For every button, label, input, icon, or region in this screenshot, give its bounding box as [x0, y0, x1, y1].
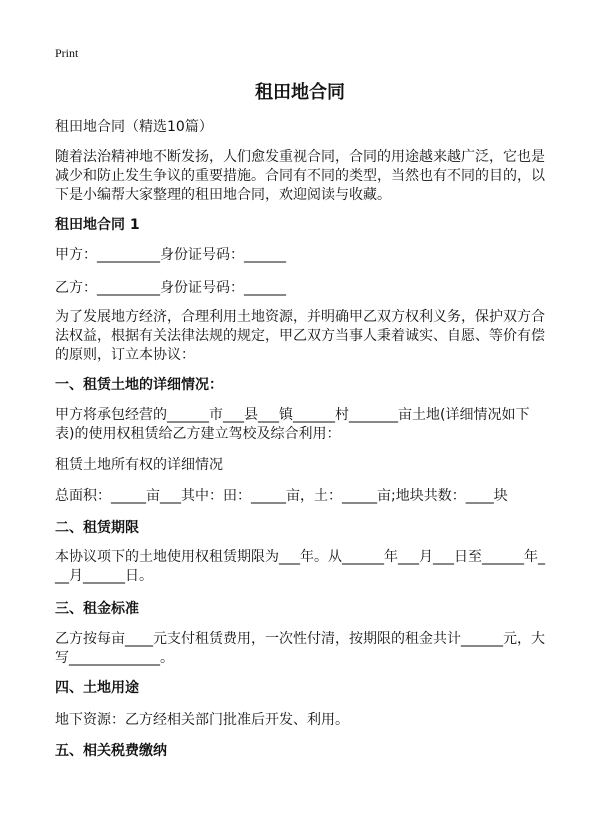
section-paragraph: 租赁土地所有权的详细情况: [55, 457, 223, 473]
section-heading: 五、相关税费缴纳: [55, 743, 167, 759]
print-link[interactable]: Print: [55, 46, 79, 60]
intro-paragraph: 随着法治精神地不断发扬，人们愈发重视合同，合同的用途越来越广泛，它也是减少和防止发生争议的重要措施。合同有不同的类型，当然也有不同的目的，以下是小编帮大家整理的租田地合同，欢迎阅读与收藏。: [55, 149, 545, 203]
subtitle: 租田地合同（精选10篇）: [55, 119, 213, 135]
preamble-paragraph: 为了发展地方经济，合理利用土地资源，并明确甲乙双方权利义务，保护双方合法权益，根据有关法律法规的规定，甲乙双方当事人秉着诚实、自愿、等价有偿的原则，订立本协议：: [55, 309, 545, 363]
section-heading: 三、租金标准: [55, 601, 139, 617]
party-a-line: 甲方：_________身份证号码：______: [55, 247, 286, 263]
section-heading: 四、土地用途: [55, 680, 139, 696]
page-title: 租田地合同: [255, 82, 345, 103]
section-paragraph: 地下资源：乙方经相关部门批准后开发、利用。: [55, 712, 349, 728]
section-paragraph: 乙方按每亩____元支付租赁费用，一次性付清，按期限的租金共计______元，大写_____________。: [55, 631, 545, 666]
party-b-line: 乙方：_________身份证号码：______: [55, 280, 286, 296]
section-paragraph: 本协议项下的土地使用权租赁期限为___年。从______年___月___日至______年___月______日。: [55, 549, 545, 584]
section-paragraph: 总面积：_____亩___其中：田：_____亩，土：_____亩;地块共数：____块: [55, 488, 508, 504]
section-heading: 一、租赁土地的详细情况：: [55, 377, 223, 393]
contract-heading: 租田地合同 1: [55, 217, 140, 233]
section-heading: 二、租赁期限: [55, 520, 139, 536]
section-paragraph: 甲方将承包经营的______市___县___镇______村_______亩土地(详细情况如下表)的使用权租赁给乙方建立驾校及综合利用：: [55, 407, 530, 442]
